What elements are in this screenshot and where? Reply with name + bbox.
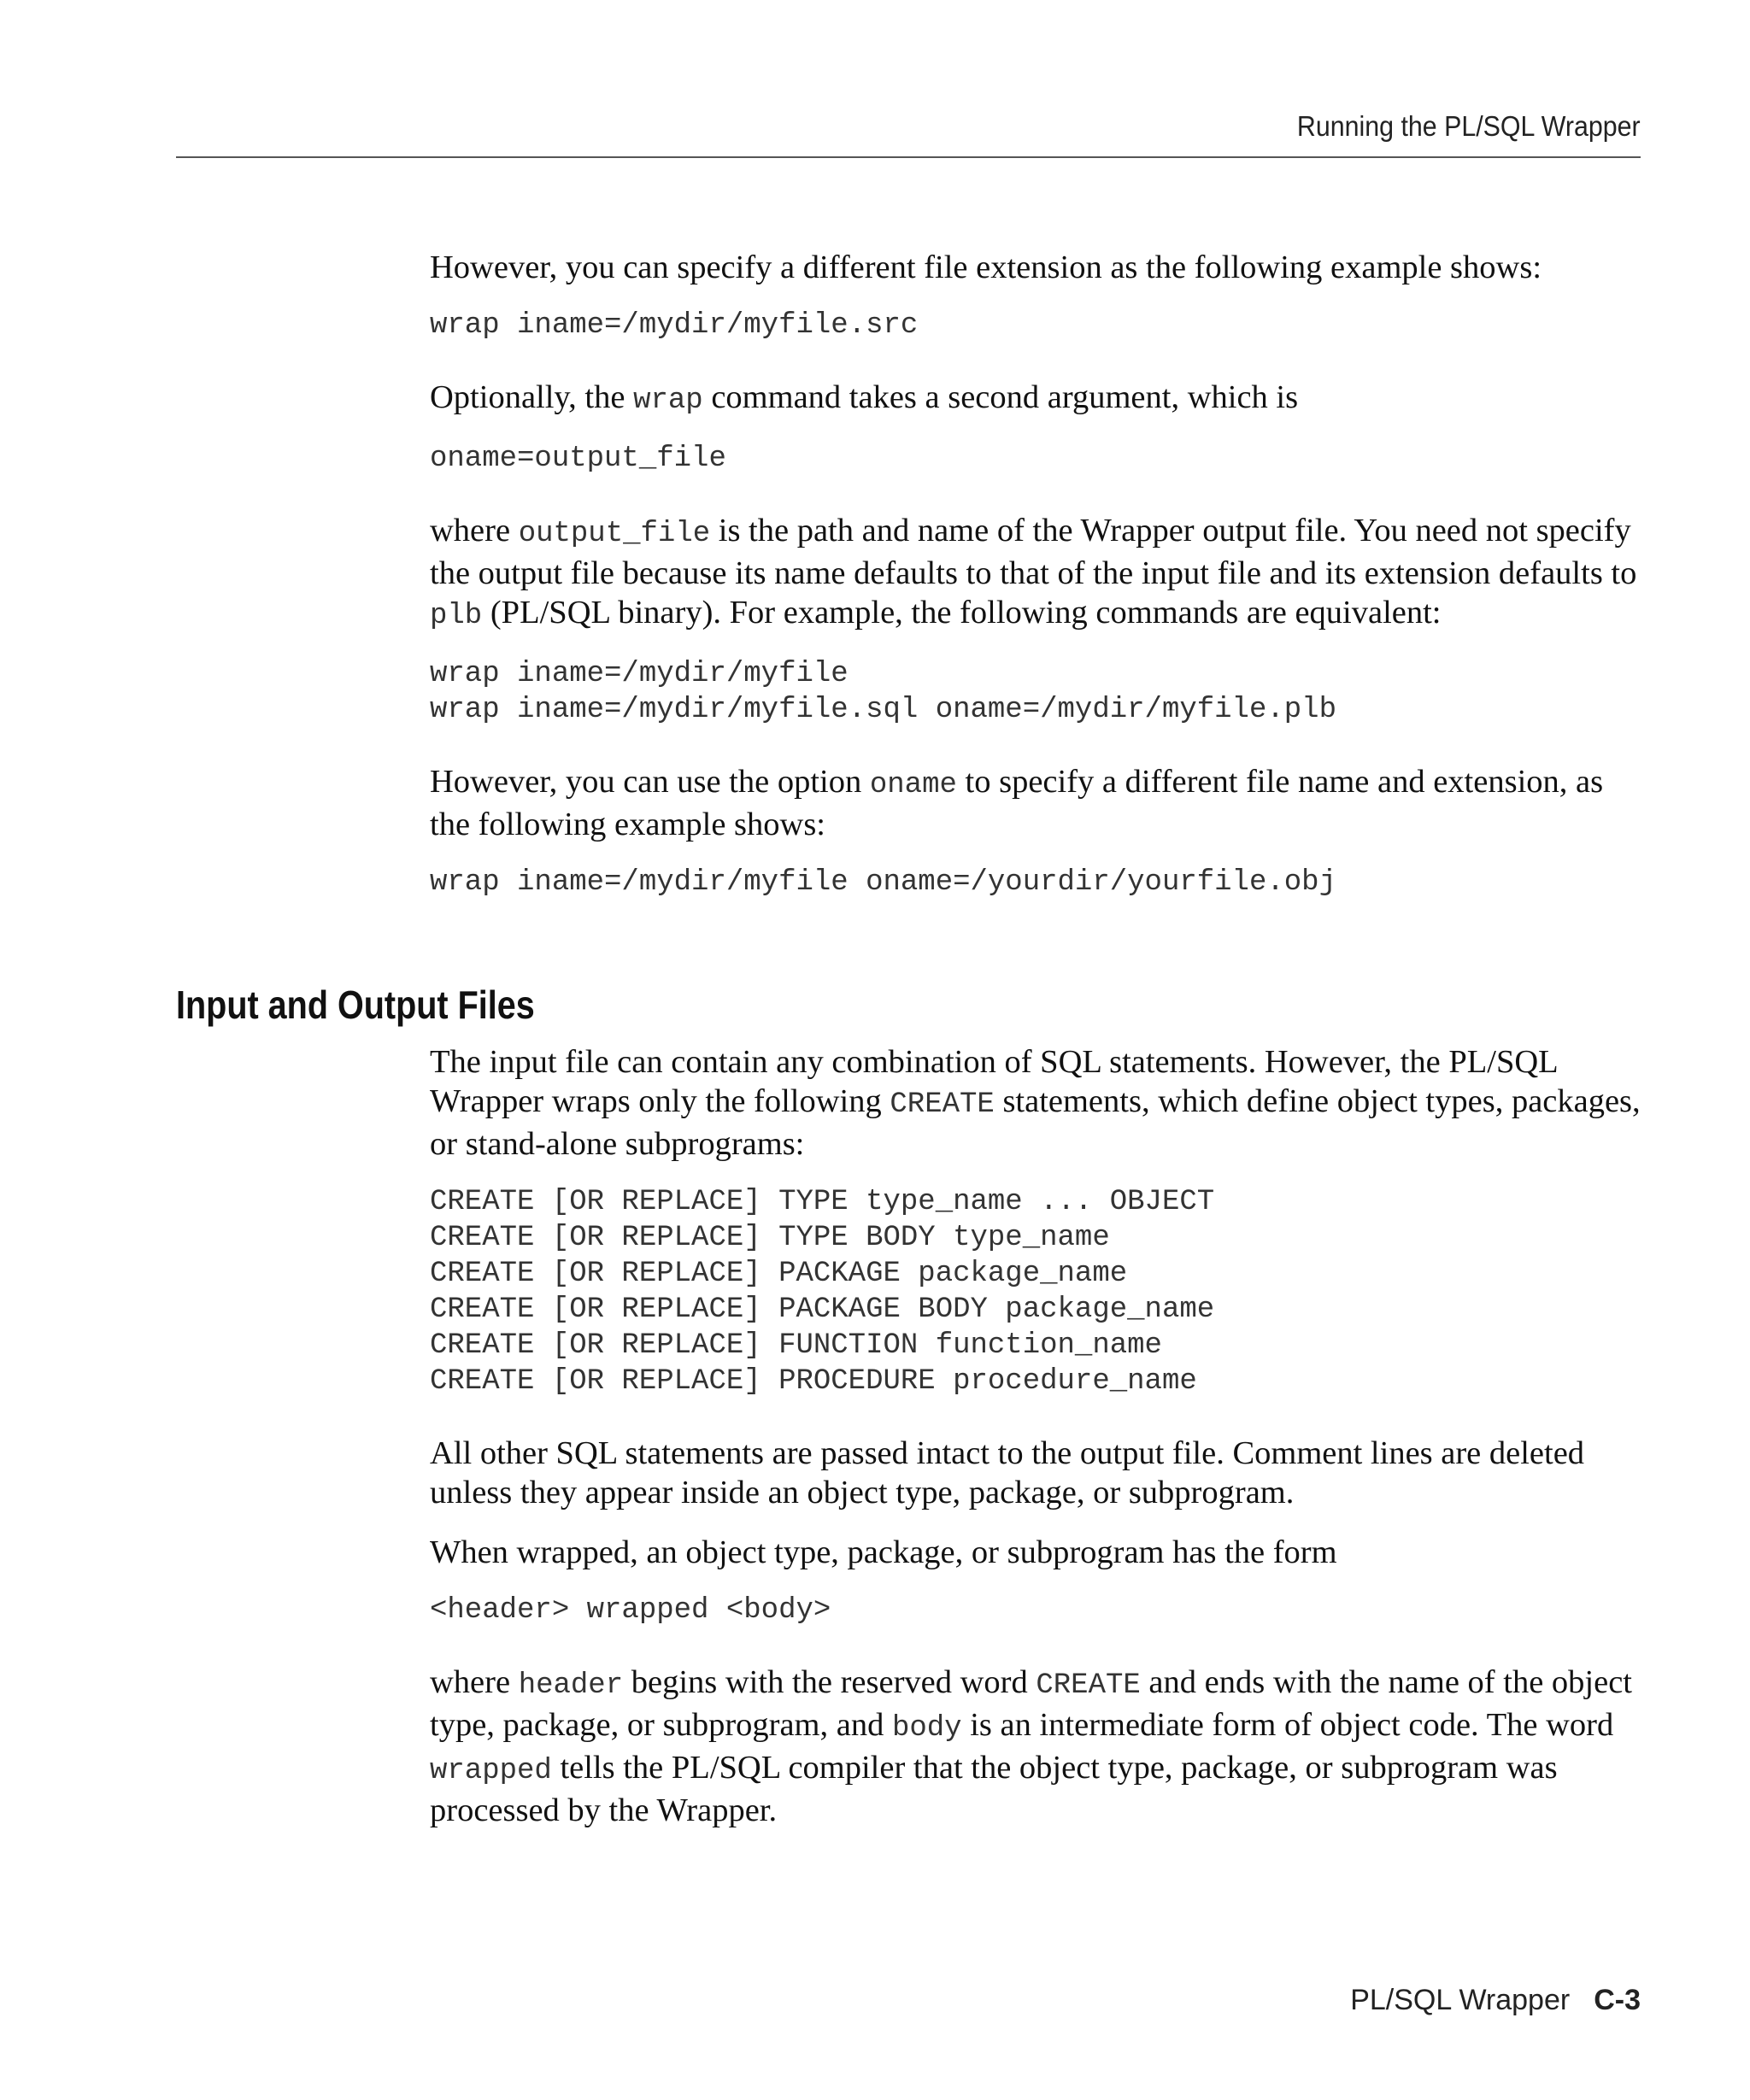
paragraph <box>430 1663 1643 1830</box>
inline-code: body <box>891 1712 962 1745</box>
text: where <box>430 1664 519 1700</box>
inline-code: output_file <box>518 518 711 550</box>
inline-code: CREATE <box>1036 1669 1141 1702</box>
inline-code: CREATE <box>890 1088 995 1121</box>
section-input-output-files <box>430 1042 1643 1830</box>
code-block: <header> wrapped <body> <box>430 1594 831 1627</box>
text: statements, which define object types, packages, or stand-alone subprograms: <box>430 1083 1641 1162</box>
text: is the path and name of the Wrapper output file. You need not specify the output file because its name defaults to that of the input file and its extension defaults to <box>430 513 1637 591</box>
text: is an intermediate form of object code. The word <box>961 1707 1614 1743</box>
code-block: oname=output_file <box>430 443 726 475</box>
text: tells the PL/SQL compiler that the object type, package, or subprogram was processed by the Wrapper. <box>430 1750 1558 1828</box>
text: begins with the reserved word <box>623 1664 1036 1700</box>
section-heading: Input and Output Files <box>176 983 535 1027</box>
code-block: wrap iname=/mydir/myfile.src <box>430 309 919 342</box>
text: The input file can contain any combination of SQL statements. However, the PL/SQL Wrapper wraps only the following <box>430 1044 1558 1119</box>
paragraph: However, you can specify a different file extension as the following example shows: <box>430 249 1542 285</box>
text: to specify a different file name and extension, as the following example shows: <box>430 764 1604 842</box>
text: However, you can use the option <box>430 764 870 800</box>
text: (PL/SQL binary). For example, the following commands are equivalent: <box>482 595 1442 631</box>
inline-code: header <box>518 1669 624 1702</box>
page-number: C-3 <box>1594 1984 1641 2016</box>
text: where <box>430 513 519 548</box>
footer-title: PL/SQL Wrapper <box>1350 1984 1571 2016</box>
paragraph <box>430 1042 1643 1164</box>
running-header: Running the PL/SQL Wrapper <box>1297 110 1641 142</box>
inline-code: wrap <box>633 384 703 417</box>
text: and ends with the name of the object type, package, or subprogram, and <box>430 1664 1632 1743</box>
paragraph <box>430 762 1643 844</box>
code-block: CREATE [OR REPLACE] TYPE type_name ... OBJECT CREATE [OR REPLACE] TYPE BODY type_name CREATE [OR REPLACE] PACKAGE package_name CREATE [OR REPLACE] PACKAGE BODY package_name CREATE [OR REPLACE] FUNCTION function_name CREATE [OR REPLACE] PROCEDURE procedure_name <box>430 1186 1215 1398</box>
header-rule <box>176 156 1641 158</box>
paragraph <box>430 511 1643 636</box>
code-block: wrap iname=/mydir/myfile oname=/yourdir/yourfile.obj <box>430 866 1336 899</box>
page-footer <box>1350 1982 1641 2018</box>
code-block: wrap iname=/mydir/myfile wrap iname=/mydir/myfile.sql oname=/mydir/myfile.plb <box>430 658 1336 726</box>
paragraph: When wrapped, an object type, package, or subprogram has the form <box>430 1534 1337 1570</box>
text: Optionally, the <box>430 379 634 415</box>
inline-code: wrapped <box>430 1755 552 1787</box>
paragraph <box>430 378 1643 420</box>
inline-code: oname <box>869 769 957 801</box>
section-wrap-options <box>430 248 1643 900</box>
text: command takes a second argument, which is <box>702 379 1299 415</box>
inline-code: plb <box>430 600 483 632</box>
paragraph: All other SQL statements are passed intact to the output file. Comment lines are deleted unless they appear inside an object type, package, or subprogram. <box>430 1435 1585 1510</box>
